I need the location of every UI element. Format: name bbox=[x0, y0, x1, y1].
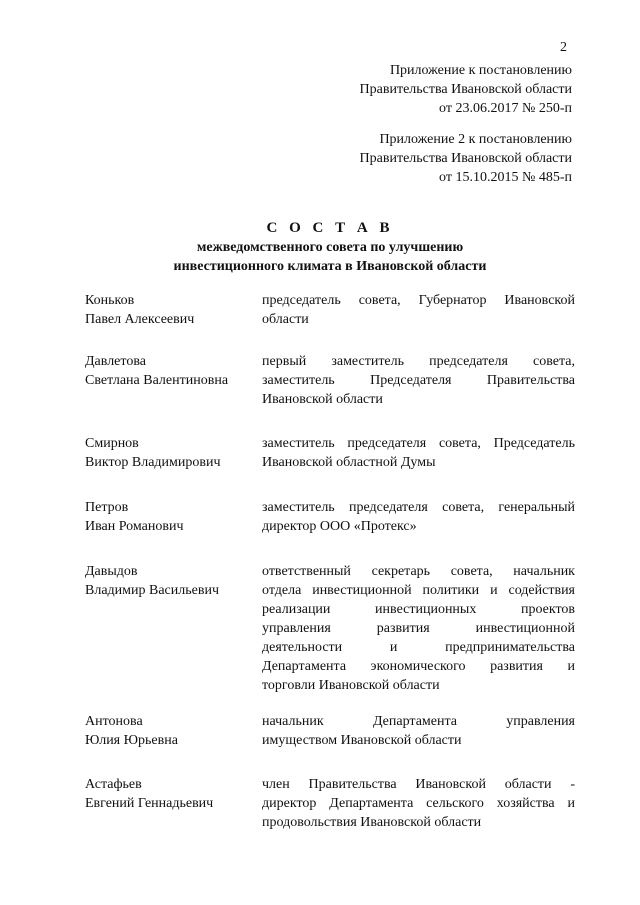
member-role-line: Ивановской области bbox=[262, 392, 383, 407]
member-surname: Смирнов bbox=[85, 436, 139, 451]
member-role-line: реализации инвестиционных проектов bbox=[262, 602, 575, 617]
member-role bbox=[262, 775, 575, 832]
appendix-block-1 bbox=[360, 61, 572, 118]
member-surname: Антонова bbox=[85, 714, 143, 729]
member-name bbox=[85, 291, 245, 329]
member-role bbox=[262, 291, 575, 329]
member-surname: Коньков bbox=[85, 293, 135, 308]
appendix-line: Правительства Ивановской области bbox=[359, 82, 572, 97]
member-role-line: директор Департамента сельского хозяйства и bbox=[262, 796, 575, 811]
member-role-line: деятельности и предпринимательства bbox=[262, 640, 575, 655]
member-role-line: член Правительства Ивановской области - bbox=[262, 777, 575, 792]
appendix-block-2 bbox=[360, 130, 572, 187]
member-role-line: области bbox=[262, 312, 309, 327]
title-block bbox=[0, 218, 640, 276]
appendix-line: от 15.10.2015 № 485-п bbox=[439, 170, 572, 185]
member-role-line: ответственный секретарь совета, начальник bbox=[262, 564, 575, 579]
member-role-line: отдела инвестиционной политики и содействия bbox=[262, 583, 575, 598]
member-role bbox=[262, 498, 575, 536]
member-surname: Петров bbox=[85, 500, 129, 515]
document-title: С О С Т А В bbox=[266, 220, 394, 236]
member-role-line: управления развития инвестиционной bbox=[262, 621, 575, 636]
member-name bbox=[85, 775, 245, 813]
document-subtitle-line: инвестиционного климата в Ивановской области bbox=[173, 259, 487, 274]
member-role-line: заместитель председателя совета, Председатель bbox=[262, 436, 575, 451]
member-name bbox=[85, 498, 245, 536]
member-surname: Давыдов bbox=[85, 564, 138, 579]
member-role-line: первый заместитель председателя совета, bbox=[262, 354, 575, 369]
member-role-line: председатель совета, Губернатор Ивановской bbox=[262, 293, 575, 308]
member-given-names: Светлана Валентиновна bbox=[85, 373, 229, 388]
member-role-line: имуществом Ивановской области bbox=[262, 733, 462, 748]
page-number: 2 bbox=[560, 40, 567, 55]
document-subtitle-line: межведомственного совета по улучшению bbox=[196, 240, 464, 255]
member-role-line: заместитель председателя совета, генеральный bbox=[262, 500, 575, 515]
member-given-names: Евгений Геннадьевич bbox=[85, 796, 214, 811]
member-name bbox=[85, 352, 245, 390]
member-role bbox=[262, 352, 575, 409]
appendix-line: Приложение к постановлению bbox=[389, 63, 572, 78]
member-name bbox=[85, 562, 245, 600]
member-role-line: торговли Ивановской области bbox=[262, 678, 440, 693]
member-role-line: заместитель Председателя Правительства bbox=[262, 373, 575, 388]
member-role bbox=[262, 434, 575, 472]
member-given-names: Иван Романович bbox=[85, 519, 184, 534]
appendix-line: Приложение 2 к постановлению bbox=[379, 132, 572, 147]
member-role bbox=[262, 562, 575, 695]
member-surname: Астафьев bbox=[85, 777, 142, 792]
member-role bbox=[262, 712, 575, 750]
member-role-line: продовольствия Ивановской области bbox=[262, 815, 482, 830]
member-role-line: Ивановской областной Думы bbox=[262, 455, 436, 470]
member-given-names: Юлия Юрьевна bbox=[85, 733, 178, 748]
member-role-line: Департамента экономического развития и bbox=[262, 659, 575, 674]
member-name bbox=[85, 434, 245, 472]
member-role-line: директор ООО «Протекс» bbox=[262, 519, 417, 534]
appendix-line: Правительства Ивановской области bbox=[359, 151, 572, 166]
appendix-line: от 23.06.2017 № 250-п bbox=[439, 101, 572, 116]
member-given-names: Виктор Владимирович bbox=[85, 455, 221, 470]
member-given-names: Владимир Васильевич bbox=[85, 583, 219, 598]
member-name bbox=[85, 712, 245, 750]
member-given-names: Павел Алексеевич bbox=[85, 312, 195, 327]
member-surname: Давлетова bbox=[85, 354, 146, 369]
member-role-line: начальник Департамента управления bbox=[262, 714, 575, 729]
